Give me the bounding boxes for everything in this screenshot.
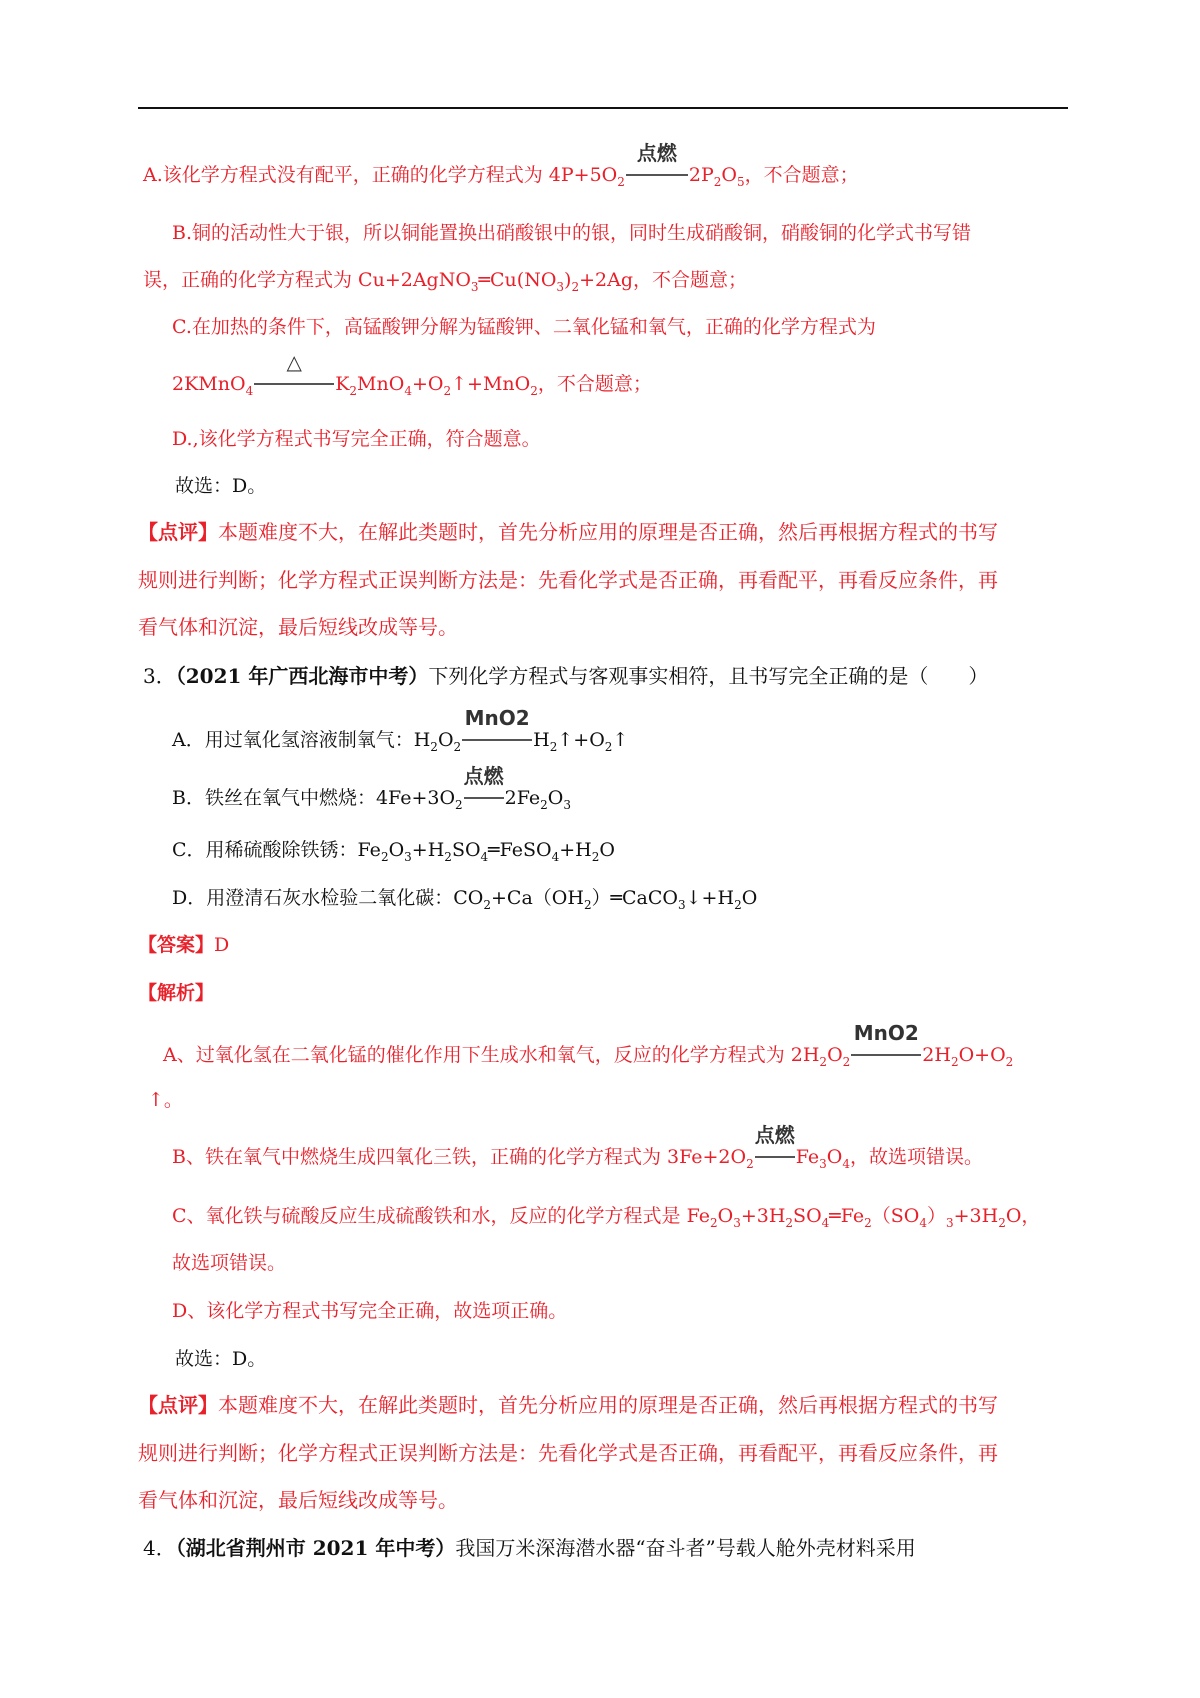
q3-analysis-c: C、氧化铁与硫酸反应生成硫酸铁和水，反应的化学方程式是 $Fe_2O_3+3H_2SO_4═Fe_2(SO_4)_3+3H_2O$，: [172, 1205, 1041, 1230]
solution-d: D.,该化学方程式书写完全正确，符合题意。: [172, 428, 541, 450]
question-3-stem: 3．（2021 年广西北海市中考）下列化学方程式与客观事实相符，且书写完全正确的是（ ）: [143, 664, 989, 688]
q3-choose: 故选：D。: [175, 1348, 267, 1370]
comment-block-2-line3: 看气体和沉淀，最后短线改成等号。: [138, 1488, 458, 1512]
solution-choose: 故选：D。: [175, 475, 267, 497]
solution-a: A.该化学方程式没有配平，正确的化学方程式为 $4P+5O_2$ 点燃 $2P_2O_5$，不合题意；: [143, 141, 859, 189]
q3-answer: 【答案】D: [138, 934, 230, 956]
comment-block-1: 【点评】本题难度不大，在解此类题时，首先分析应用的原理是否正确，然后再根据方程式的书写: [138, 520, 998, 544]
solution-b-line2: 误，正确的化学方程式为 $Cu+2AgNO_3═Cu(NO_3)_2+2Ag$，不合题意；: [143, 269, 747, 294]
comment-block-1-line3: 看气体和沉淀，最后短线改成等号。: [138, 615, 458, 639]
q3-option-d: D．用澄清石灰水检验二氧化碳：$CO_2+Ca(OH_2)═CaCO_3↓+H_2O$: [172, 887, 758, 912]
q3-analysis-a: A、过氧化氢在二氧化锰的催化作用下生成水和氧气，反应的化学方程式为 $2H_2O_2$ MnO2 $2H_2O+O_2$: [163, 1021, 1014, 1069]
q3-option-a: A．用过氧化氢溶液制氧气：$H_2O_2$ MnO2 $H_2↑+O_2↑$: [172, 706, 629, 754]
comment-block-2: 【点评】本题难度不大，在解此类题时，首先分析应用的原理是否正确，然后再根据方程式的书写: [138, 1393, 998, 1417]
q3-option-b: B．铁丝在氧气中燃烧：$4Fe+3O_2$ 点燃 $2Fe_2O_3$: [172, 764, 572, 812]
solution-b-line1: B.铜的活动性大于银，所以铜能置换出硝酸银中的银，同时生成硝酸铜，硝酸铜的化学式书写错: [172, 222, 972, 244]
question-4-stem: 4．（湖北省荆州市 2021 年中考）我国万米深海潜水器“奋斗者”号载人舱外壳材料采用: [143, 1536, 916, 1560]
q3-analysis-c-line2: 故选项错误。: [172, 1252, 287, 1274]
header-rule: [138, 107, 1068, 109]
q3-option-c: C．用稀硫酸除铁锈：$Fe_2O_3+H_2SO_4═FeSO_4+H_2O$: [172, 839, 615, 864]
q3-analysis-d: D、该化学方程式书写完全正确，故选项正确。: [172, 1300, 568, 1322]
comment-block-2-line2: 规则进行判断；化学方程式正误判断方法是：先看化学式是否正确，再看配平，再看反应条件，再: [138, 1441, 998, 1465]
solution-c-line1: C.在加热的条件下，高锰酸钾分解为锰酸钾、二氧化锰和氧气，正确的化学方程式为: [172, 316, 876, 338]
solution-c-line2: 2KMnO$_4$ △ $K_2MnO_4+O_2↑+MnO_2$，不合题意；: [172, 350, 652, 398]
q3-analysis-a-line2: ↑。: [148, 1089, 183, 1111]
q3-analysis-tag: 【解析】: [138, 982, 215, 1004]
q3-analysis-b: B、铁在氧气中燃烧生成四氧化三铁，正确的化学方程式为 $3Fe+2O_2$ 点燃 $Fe_3O_4$，故选项错误。: [172, 1123, 983, 1171]
comment-block-1-line2: 规则进行判断；化学方程式正误判断方法是：先看化学式是否正确，再看配平，再看反应条件，再: [138, 568, 998, 592]
